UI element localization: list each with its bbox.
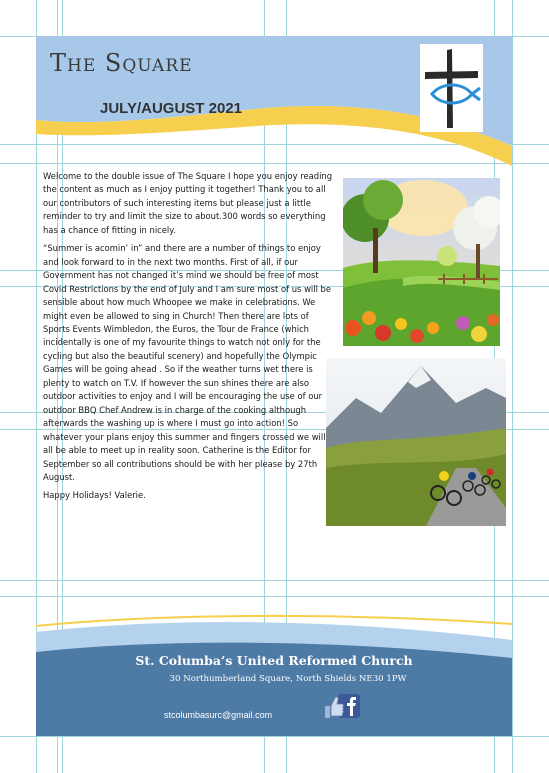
cross-and-fish-icon (420, 44, 483, 132)
facebook-thumbs-up-icon[interactable] (323, 692, 361, 720)
header-banner (36, 36, 512, 166)
cycling-photo (326, 358, 506, 526)
paragraph-signoff: Happy Holidays! Valerie. (43, 490, 146, 501)
church-logo (420, 44, 483, 132)
footer-banner (36, 606, 512, 736)
footer-swoosh (36, 606, 512, 736)
paragraph-welcome: Welcome to the double issue of The Square I hope you enjoy reading the content as much as I enjoy putting it together! Thank you to all our contributors of such interesting items but please just a little reminder to try and limit the size to about.300 words so everything has a chance of fitting in nicely. (43, 171, 333, 235)
layout-guide (512, 0, 513, 773)
newsletter-title: The Square (50, 49, 193, 77)
article-body (43, 170, 333, 508)
garden-photo (343, 178, 500, 346)
garden-illustration (343, 178, 500, 346)
cycling-illustration (326, 358, 506, 526)
paragraph-summer: “Summer is acomin’ in” and there are a number of things to enjoy and look forward to in the next two months. First of all, if our Government has not changed it’s mind we should be free of most Covid Restrictions by the end of July and I am sure most of us will be sensible about how much Whoopee we make in celebrations. We might even be allowed to sing in Church! Then there are lots of Sports Events Wimbledon, the Euros, the Tour de France (which incidentally is one of my favourite things to watch not only for the cycling but also the beautiful scenery) and hopefully the Olympic Games will be going ahead . So if the weather turns wet there is plenty to watch on T.V. If however the sun shines there are also outdoor activities to enjoy and I will be encouraging the use of our outdoor BBQ Chef Andrew is in charge of the cooking although afterwards the washing up is where I must go into action! So whatever your plans enjoy this summer and fingers crossed we will all be able to meet up in reality soon. Catherine is the Editor for September so all contributions should be with her please by 27th August. (43, 243, 332, 482)
newsletter-page (36, 36, 512, 736)
church-email-link[interactable]: stcolumbasurc@gmail.com (164, 710, 273, 720)
layout-guide (0, 736, 549, 737)
issue-date: JULY/AUGUST 2021 (100, 100, 243, 117)
church-address: 30 Northumberland Square, North Shields NE30 1PW (169, 674, 407, 684)
church-name: St. Columba’s United Reformed Church (135, 653, 413, 668)
